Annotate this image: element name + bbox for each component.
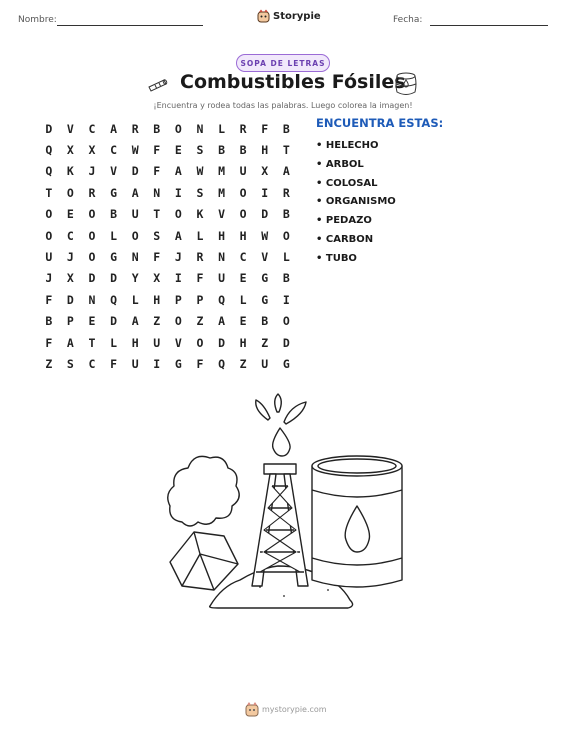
- grid-letter[interactable]: E: [174, 143, 182, 158]
- grid-letter[interactable]: X: [261, 164, 269, 179]
- grid-letter[interactable]: O: [45, 228, 53, 243]
- grid-letter[interactable]: L: [218, 121, 226, 136]
- grid-letter[interactable]: Z: [45, 356, 53, 371]
- fossil-fuel-illustration[interactable]: [160, 390, 425, 610]
- grid-letter[interactable]: F: [261, 121, 269, 136]
- grid-letter[interactable]: B: [261, 314, 269, 329]
- grid-letter[interactable]: A: [218, 314, 226, 329]
- grid-letter[interactable]: A: [282, 164, 290, 179]
- grid-letter[interactable]: D: [131, 164, 139, 179]
- brand-name: Storypie: [273, 10, 321, 22]
- grid-letter[interactable]: N: [88, 292, 96, 307]
- grid-letter[interactable]: M: [218, 185, 226, 200]
- grid-letter[interactable]: H: [218, 228, 226, 243]
- grid-letter[interactable]: M: [218, 164, 226, 179]
- grid-letter[interactable]: B: [239, 143, 247, 158]
- oil-barrel: [312, 456, 402, 587]
- grid-letter[interactable]: G: [110, 250, 118, 265]
- splash-drop-right: [284, 402, 306, 424]
- grid-letter[interactable]: O: [282, 314, 290, 329]
- grid-letter[interactable]: O: [174, 121, 182, 136]
- grid-letter[interactable]: L: [282, 250, 290, 265]
- grid-letter[interactable]: V: [261, 250, 269, 265]
- grid-letter[interactable]: U: [131, 356, 139, 371]
- grid-letter[interactable]: B: [218, 143, 226, 158]
- grid-letter[interactable]: P: [196, 292, 204, 307]
- grid-letter[interactable]: W: [131, 143, 139, 158]
- grid-letter[interactable]: D: [218, 335, 226, 350]
- grid-letter[interactable]: F: [153, 164, 161, 179]
- grid-letter[interactable]: J: [66, 250, 74, 265]
- grid-letter[interactable]: E: [239, 271, 247, 286]
- grid-letter[interactable]: O: [88, 250, 96, 265]
- grid-letter[interactable]: X: [66, 143, 74, 158]
- grid-letter[interactable]: N: [196, 121, 204, 136]
- grid-letter[interactable]: S: [66, 356, 74, 371]
- word-list-item: • PEDAZO: [316, 215, 372, 227]
- grid-letter[interactable]: W: [261, 228, 269, 243]
- word-search-grid[interactable]: [38, 118, 297, 375]
- grid-letter[interactable]: Q: [218, 292, 226, 307]
- grid-letter[interactable]: I: [153, 356, 161, 371]
- grid-letter[interactable]: O: [174, 314, 182, 329]
- footer-url[interactable]: mystorypie.com: [262, 705, 327, 714]
- pipe-icon: [146, 76, 170, 92]
- grid-letter[interactable]: X: [88, 143, 96, 158]
- word-list-item: • COLOSAL: [316, 177, 378, 189]
- grid-letter[interactable]: D: [88, 271, 96, 286]
- instructions: ¡Encuentra y rodea todas las palabras. Luego colorea la imagen!: [153, 101, 413, 110]
- grid-letter[interactable]: T: [282, 143, 290, 158]
- grid-letter[interactable]: E: [239, 314, 247, 329]
- grid-letter[interactable]: O: [239, 207, 247, 222]
- word-list-item: • TUBO: [316, 252, 357, 264]
- grid-letter[interactable]: D: [110, 271, 118, 286]
- grid-letter[interactable]: B: [45, 314, 53, 329]
- grid-letter[interactable]: F: [45, 292, 53, 307]
- word-list-heading: ENCUENTRA ESTAS:: [316, 116, 444, 130]
- grid-letter[interactable]: F: [196, 356, 204, 371]
- grid-letter[interactable]: R: [88, 185, 96, 200]
- word-list-item: • ORGANISMO: [316, 196, 396, 208]
- name-label: Nombre:: [18, 15, 57, 25]
- grid-letter[interactable]: A: [174, 228, 182, 243]
- grid-letter[interactable]: V: [66, 121, 74, 136]
- grid-letter[interactable]: J: [45, 271, 53, 286]
- grid-letter[interactable]: I: [174, 185, 182, 200]
- grid-letter[interactable]: C: [88, 121, 96, 136]
- grid-letter[interactable]: G: [261, 271, 269, 286]
- page-title: Combustibles Fósiles: [180, 71, 406, 93]
- grid-letter[interactable]: C: [110, 143, 118, 158]
- grid-letter[interactable]: S: [196, 143, 204, 158]
- grid-letter[interactable]: N: [218, 250, 226, 265]
- grid-letter[interactable]: L: [196, 228, 204, 243]
- grid-letter[interactable]: Q: [218, 356, 226, 371]
- grid-letter[interactable]: H: [239, 335, 247, 350]
- footer-mascot-icon: [245, 701, 259, 717]
- grid-letter[interactable]: N: [153, 185, 161, 200]
- grid-letter[interactable]: G: [282, 356, 290, 371]
- grid-letter[interactable]: O: [196, 335, 204, 350]
- grid-letter[interactable]: F: [45, 335, 53, 350]
- grid-letter[interactable]: J: [88, 164, 96, 179]
- storypie-mascot-icon: [257, 9, 270, 23]
- grid-letter[interactable]: G: [110, 185, 118, 200]
- grid-letter[interactable]: I: [174, 271, 182, 286]
- grid-letter[interactable]: A: [110, 121, 118, 136]
- grid-letter[interactable]: F: [196, 271, 204, 286]
- grid-letter[interactable]: B: [153, 121, 161, 136]
- grid-letter[interactable]: O: [45, 207, 53, 222]
- grid-letter[interactable]: E: [66, 207, 74, 222]
- grid-letter[interactable]: A: [174, 164, 182, 179]
- grid-letter[interactable]: W: [196, 164, 204, 179]
- grid-letter[interactable]: A: [66, 335, 74, 350]
- grid-letter[interactable]: V: [218, 207, 226, 222]
- grid-letter[interactable]: L: [110, 335, 118, 350]
- grid-letter[interactable]: L: [110, 228, 118, 243]
- grid-letter[interactable]: U: [153, 335, 161, 350]
- grid-letter[interactable]: X: [66, 271, 74, 286]
- grid-letter[interactable]: B: [282, 271, 290, 286]
- grid-letter[interactable]: G: [261, 292, 269, 307]
- word-list-item: • CARBON: [316, 233, 374, 245]
- grid-letter[interactable]: O: [88, 228, 96, 243]
- grid-letter[interactable]: I: [261, 185, 269, 200]
- word-list: [316, 137, 396, 269]
- grid-letter[interactable]: R: [196, 250, 204, 265]
- grid-letter[interactable]: U: [218, 271, 226, 286]
- grid-letter[interactable]: Q: [45, 164, 53, 179]
- grid-letter[interactable]: P: [174, 292, 182, 307]
- grid-letter[interactable]: O: [88, 207, 96, 222]
- date-label: Fecha:: [393, 15, 423, 25]
- word-list-item: • ARBOL: [316, 158, 364, 170]
- grid-letter[interactable]: H: [239, 228, 247, 243]
- grid-letter[interactable]: D: [110, 314, 118, 329]
- grid-letter[interactable]: T: [153, 207, 161, 222]
- grid-letter[interactable]: C: [239, 250, 247, 265]
- grid-letter[interactable]: P: [66, 314, 74, 329]
- grid-letter[interactable]: T: [45, 185, 53, 200]
- grid-letter[interactable]: U: [45, 250, 53, 265]
- grid-letter[interactable]: S: [196, 185, 204, 200]
- grid-letter[interactable]: Z: [239, 356, 247, 371]
- grid-letter[interactable]: Z: [196, 314, 204, 329]
- grid-letter[interactable]: U: [131, 207, 139, 222]
- smoke-cloud: [168, 456, 239, 526]
- grid-letter[interactable]: Z: [153, 314, 161, 329]
- name-field-line[interactable]: [57, 25, 203, 26]
- grid-letter[interactable]: N: [131, 250, 139, 265]
- grid-letter[interactable]: Y: [131, 271, 139, 286]
- grid-letter[interactable]: E: [88, 314, 96, 329]
- grid-letter[interactable]: D: [261, 207, 269, 222]
- splash-drop-left: [256, 400, 270, 420]
- grid-letter[interactable]: T: [88, 335, 96, 350]
- grid-letter[interactable]: V: [110, 164, 118, 179]
- grid-letter[interactable]: O: [174, 207, 182, 222]
- grid-letter[interactable]: Q: [110, 292, 118, 307]
- grid-letter[interactable]: D: [282, 335, 290, 350]
- grid-letter[interactable]: U: [261, 356, 269, 371]
- grid-letter[interactable]: U: [239, 164, 247, 179]
- grid-letter[interactable]: C: [66, 228, 74, 243]
- grid-letter[interactable]: R: [131, 121, 139, 136]
- grid-letter[interactable]: C: [88, 356, 96, 371]
- grid-letter[interactable]: F: [153, 143, 161, 158]
- grid-letter[interactable]: S: [153, 228, 161, 243]
- barrel-icon: [394, 71, 418, 97]
- grid-letter[interactable]: V: [174, 335, 182, 350]
- splash-drop-center: [275, 394, 282, 412]
- grid-letter[interactable]: A: [131, 185, 139, 200]
- grid-letter[interactable]: G: [174, 356, 182, 371]
- grid-letter[interactable]: D: [66, 292, 74, 307]
- oil-drop: [273, 428, 290, 456]
- word-list-item: • HELECHO: [316, 140, 379, 151]
- grid-letter[interactable]: B: [282, 207, 290, 222]
- grid-letter[interactable]: X: [153, 271, 161, 286]
- grid-letter[interactable]: Q: [45, 143, 53, 158]
- date-field-line[interactable]: [430, 25, 548, 26]
- grid-letter[interactable]: F: [110, 356, 118, 371]
- grid-letter[interactable]: R: [282, 185, 290, 200]
- grid-letter[interactable]: R: [239, 121, 247, 136]
- grid-letter[interactable]: Z: [261, 335, 269, 350]
- grid-letter[interactable]: H: [131, 335, 139, 350]
- grid-letter[interactable]: F: [153, 250, 161, 265]
- grid-letter[interactable]: B: [110, 207, 118, 222]
- grid-letter[interactable]: L: [239, 292, 247, 307]
- grid-letter[interactable]: K: [66, 164, 74, 179]
- grid-letter[interactable]: L: [131, 292, 139, 307]
- grid-letter[interactable]: D: [45, 121, 53, 136]
- grid-letter[interactable]: H: [261, 143, 269, 158]
- grid-letter[interactable]: A: [131, 314, 139, 329]
- grid-letter[interactable]: B: [282, 121, 290, 136]
- grid-letter[interactable]: H: [153, 292, 161, 307]
- grid-letter[interactable]: I: [282, 292, 290, 307]
- grid-letter[interactable]: O: [66, 185, 74, 200]
- activity-badge: SOPA DE LETRAS: [236, 54, 330, 72]
- grid-letter[interactable]: O: [282, 228, 290, 243]
- grid-letter[interactable]: K: [196, 207, 204, 222]
- grid-letter[interactable]: O: [131, 228, 139, 243]
- brand-logo: [257, 9, 321, 23]
- grid-letter[interactable]: J: [174, 250, 182, 265]
- grid-letter[interactable]: O: [239, 185, 247, 200]
- coal-chunk: [170, 532, 238, 590]
